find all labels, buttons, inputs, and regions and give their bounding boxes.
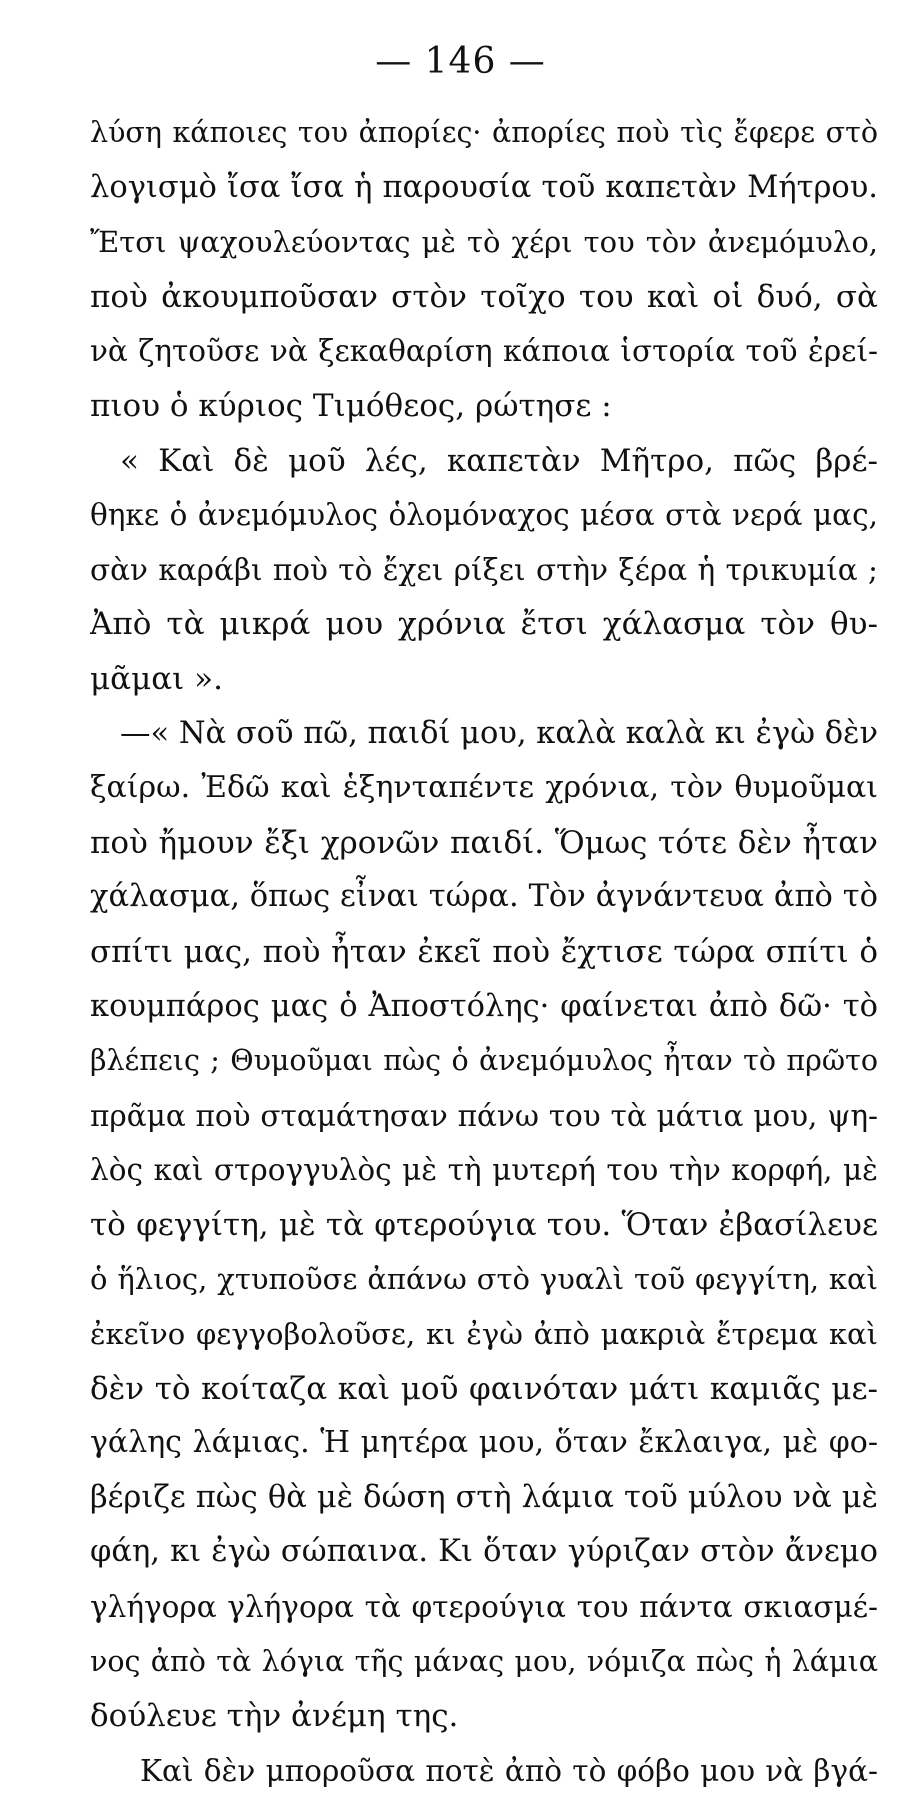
text-line: Ἔτσι ψαχουλεύοντας μὲ τὸ χέρι του τὸν ἀνεμόμυλο, xyxy=(90,225,878,260)
text-line: ποὺ ἤμουν ἔξι χρονῶν παιδί. Ὅμως τότε δὲν ἦταν xyxy=(90,824,878,861)
text-line: βλέπεις ; Θυμοῦμαι πὼς ὁ ἀνεμόμυλος ἦταν τὸ πρῶτο xyxy=(90,1044,878,1078)
text-line: πρᾶμα ποὺ σταμάτησαν πάνω του τὰ μάτια μου, ψη- xyxy=(90,1098,878,1133)
text-line: σὰν καράβι ποὺ τὸ ἔχει ρίξει στὴν ξέρα ἡ τρικυμία ; xyxy=(90,552,878,587)
text-line: θηκε ὁ ἀνεμόμυλος ὁλομόναχος μέσα στὰ νερά μας, xyxy=(90,498,878,533)
text-line: τὸ φεγγίτη, μὲ τὰ φτερούγια του. Ὅταν ἐβασίλευε xyxy=(90,1206,878,1243)
text-line: σπίτι μας, ποὺ ἦταν ἐκεῖ ποὺ ἔχτισε τώρα σπίτι ὁ xyxy=(90,933,878,970)
text-line: λύση κάποιες του ἀπορίες· ἀπορίες ποὺ τὶς ἔφερε στὸ xyxy=(90,116,878,149)
text-line: μᾶμαι ». xyxy=(90,660,223,697)
text-line: πιου ὁ κύριος Τιμόθεος, ρώτησε : xyxy=(90,387,612,424)
text-line: λογισμὸ ἴσα ἴσα ἡ παρουσία τοῦ καπετὰν Μήτρου. xyxy=(90,169,878,205)
text-line: Ἀπὸ τὰ μικρά μου χρόνια ἔτσι χάλασμα τὸν θυ- xyxy=(90,606,878,643)
text-line: δούλευε τὴν ἀνέμη της. xyxy=(90,1698,459,1735)
text-line: βέριζε πὼς θὰ μὲ δώση στὴ λάμια τοῦ μύλου νὰ μὲ xyxy=(90,1479,878,1515)
text-line: Καὶ δὲν μποροῦσα ποτὲ ἀπὸ τὸ φόβο μου νὰ βγά- xyxy=(140,1753,878,1788)
text-line: κουμπάρος μας ὁ Ἀποστόλης· φαίνεται ἀπὸ δῶ· τὸ xyxy=(90,988,878,1024)
text-line: « Καὶ δὲ μοῦ λές, καπετὰν Μῆτρο, πῶς βρέ- xyxy=(120,442,878,479)
text-line: νὰ ζητοῦσε νὰ ξεκαθαρίση κάποια ἱστορία τοῦ ἐρεί- xyxy=(90,334,878,369)
text-line: ἐκεῖνο φεγγοβολοῦσε, κι ἐγὼ ἀπὸ μακριὰ ἔτρεμα καὶ xyxy=(90,1317,878,1352)
text-line: ὁ ἥλιος, χτυποῦσε ἀπάνω στὸ γυαλὶ τοῦ φεγγίτη, καὶ xyxy=(90,1262,878,1297)
text-line: χάλασμα, ὅπως εἶναι τώρα. Τὸν ἀγνάντευα ἀπὸ τὸ xyxy=(90,879,878,915)
text-line: λὸς καὶ στρογγυλὸς μὲ τὴ μυτερή του τὴν κορφή, μὲ xyxy=(90,1153,878,1188)
text-line: γλήγορα γλήγορα τὰ φτερούγια του πάντα σκιασμέ- xyxy=(90,1590,878,1625)
text-line: δὲν τὸ κοίταζα καὶ μοῦ φαινόταν μάτι καμιᾶς με- xyxy=(90,1370,878,1407)
page-number: — 146 — xyxy=(375,41,546,82)
body-text xyxy=(90,106,878,1798)
text-line: γάλης λάμιας. Ἡ μητέρα μου, ὅταν ἔκλαιγα, μὲ φο- xyxy=(90,1425,878,1461)
text-line: φάη, κι ἐγὼ σώπαινα. Κι ὅταν γύριζαν στὸν ἄνεμο xyxy=(90,1534,878,1570)
text-line: ποὺ ἀκουμποῦσαν στὸν τοῖχο του καὶ οἱ δυό, σὰ xyxy=(90,278,878,315)
text-line: ξαίρω. Ἐδῶ καὶ ἑξηνταπέντε χρόνια, τὸν θυμοῦμαι xyxy=(90,770,878,806)
text-line: νος ἀπὸ τὰ λόγια τῆς μάνας μου, νόμιζα πὼς ἡ λάμια xyxy=(90,1644,878,1678)
text-line: —« Νὰ σοῦ πῶ, παιδί μου, καλὰ καλὰ κι ἐγὼ δὲν xyxy=(120,715,878,751)
